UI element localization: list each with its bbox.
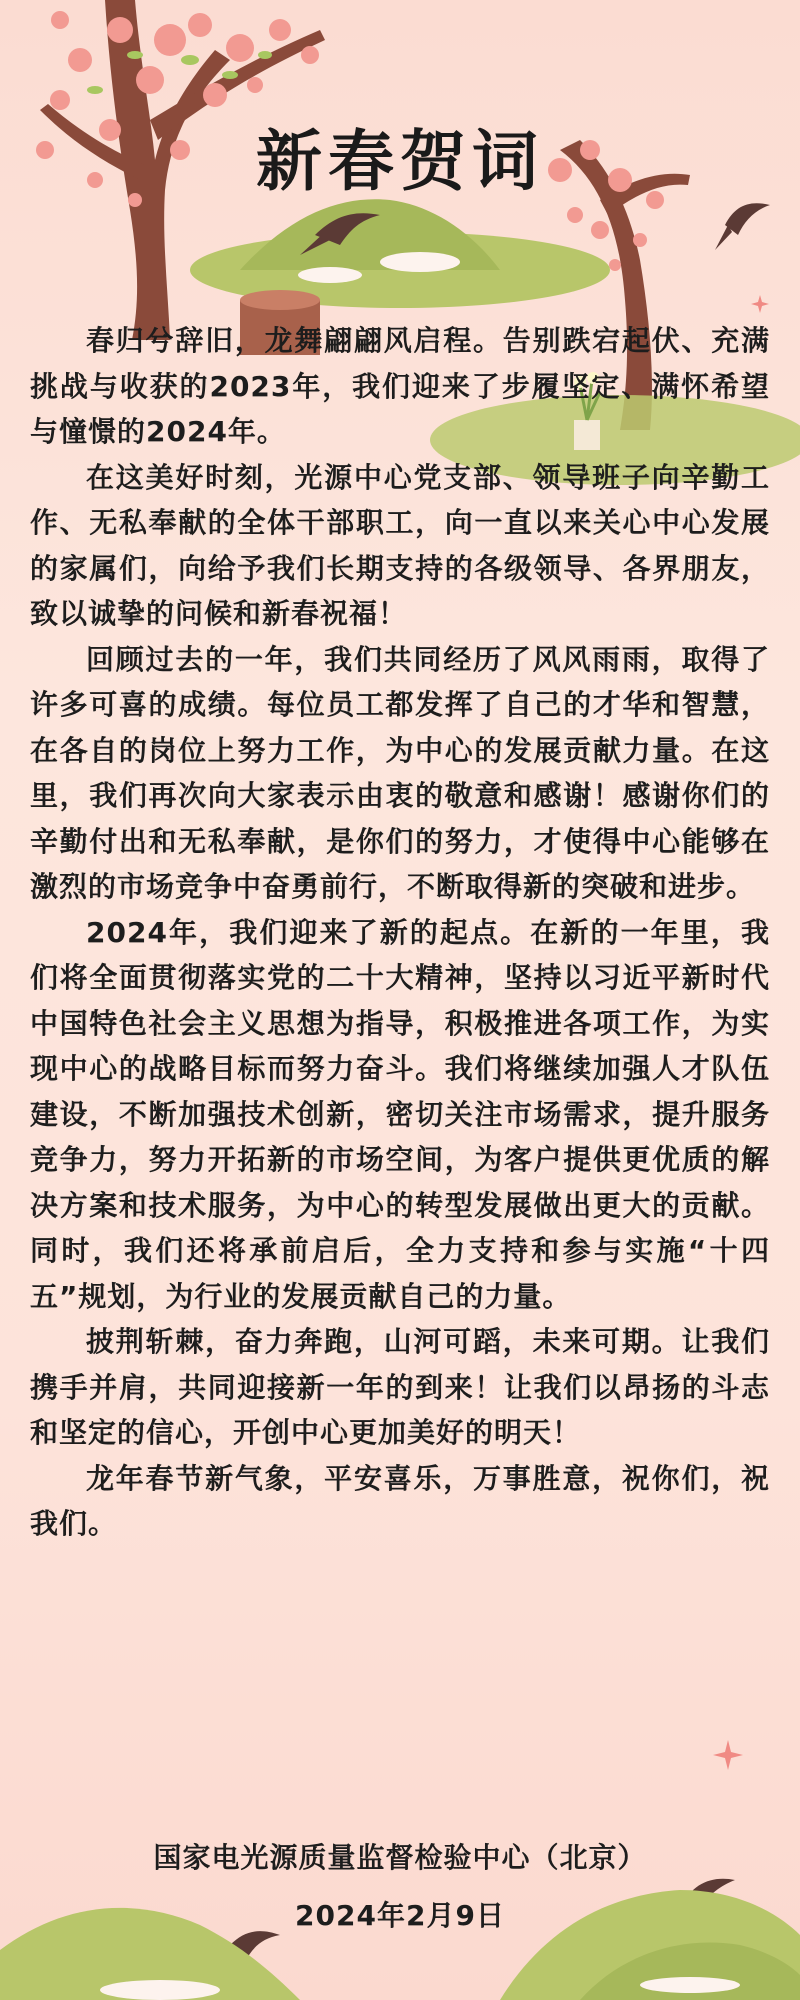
paragraph: 龙年春节新气象，平安喜乐，万事胜意，祝你们，祝我们。 <box>30 1461 770 1540</box>
paragraph: 披荆斩棘，奋力奔跑，山河可蹈，未来可期。让我们携手并肩，共同迎接新一年的到来！让我们以昂扬的斗志和坚定的信心，开创中心更加美好的明天！ <box>30 1325 770 1449</box>
signature-organization: 国家电光源质量监督检验中心（北京） <box>153 1841 647 1874</box>
paragraph: 回顾过去的一年，我们共同经历了风风雨雨，取得了许多可喜的成绩。每位员工都发挥了自己的才华和智慧，在各自的岗位上努力工作，为中心的发展贡献力量。在这里，我们再次向大家表示由衷的敬意和感谢！感谢你们的辛勤付出和无私奉献，是你们的努力，才使得中心能够在激烈的市场竞争中奋勇前行，不断取得新的突破和进步。 <box>30 642 770 903</box>
page-title: 新春贺词 <box>256 122 544 200</box>
greeting-body <box>30 318 770 1547</box>
paragraph: 在这美好时刻，光源中心党支部、领导班子向辛勤工作、无私奉献的全体干部职工，向一直以来关心中心发展的家属们，向给予我们长期支持的各级领导、各界朋友，致以诚挚的问候和新春祝福！ <box>30 460 770 630</box>
upper-hills-illustration <box>190 199 610 308</box>
swallow-illustration-2 <box>715 203 770 250</box>
paragraph: 春归兮辞旧，龙舞翩翩风启程。告别跌宕起伏、充满挑战与收获的2023年，我们迎来了步履坚定、满怀希望与憧憬的2024年。 <box>30 324 770 448</box>
signature-date: 2024年2月9日 <box>295 1899 505 1932</box>
paragraph: 2024年，我们迎来了新的起点。在新的一年里，我们将全面贯彻落实党的二十大精神，坚持以习近平新时代中国特色社会主义思想为指导，积极推进各项工作，为实现中心的战略目标而努力奋斗。我们将继续加强人才队伍建设，不断加强技术创新，密切关注市场需求，提升服务竞争力，努力开拓新的市场空间，为客户提供更优质的解决方案和技术服务，为中心的转型发展做出更大的贡献。同时，我们还将承前启后，全力支持和参与实施“十四五”规划，为行业的发展贡献自己的力量。 <box>30 915 770 1313</box>
